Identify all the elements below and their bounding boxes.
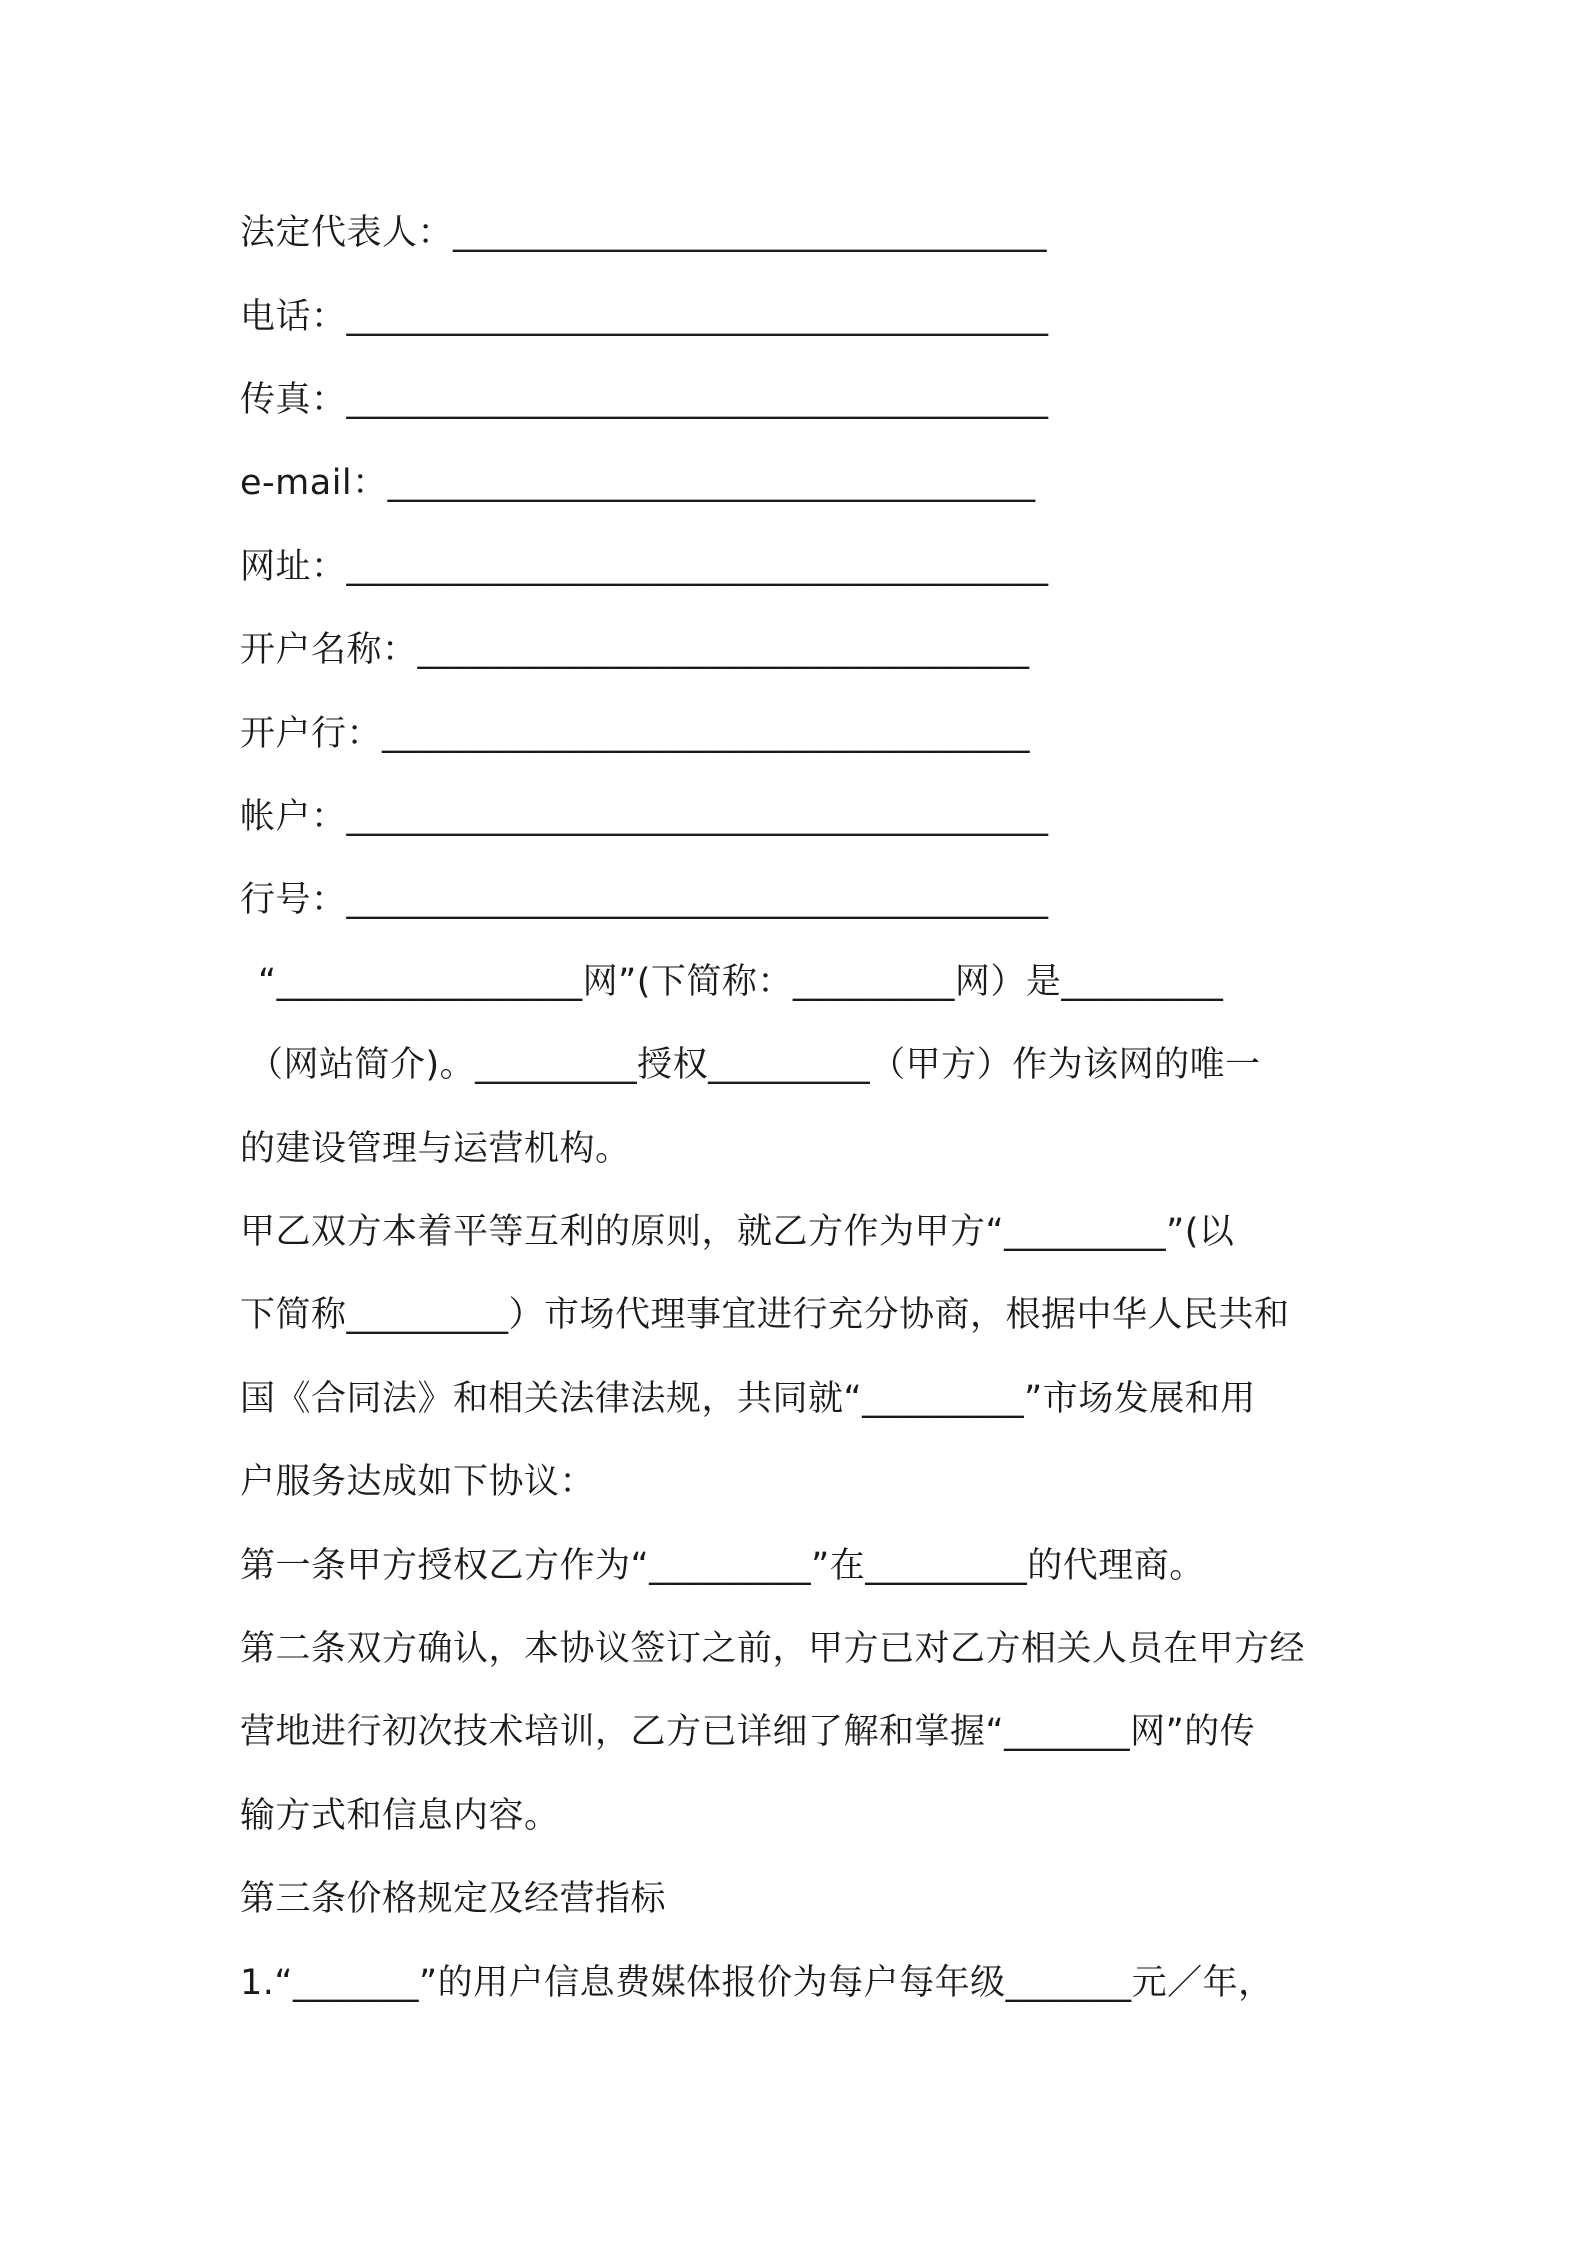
fax-field: 传真：_______________________________________ [240, 380, 1049, 420]
intro-line-2: （网站简介)。_________授权_________（甲方）作为该网的唯一 [248, 1045, 1261, 1085]
article-1-line: 第一条甲方授权乙方作为“_________”在_________的代理商。 [240, 1546, 1205, 1586]
article-3-item-1: 1.“_______”的用户信息费媒体报价为每户每年级_______元／年， [240, 1963, 1274, 2003]
paragraph-line-3: 国《合同法》和相关法律法规，共同就“_________”市场发展和用 [240, 1379, 1256, 1419]
website-field: 网址：_______________________________________ [240, 547, 1049, 587]
legal-representative-field: 法定代表人：_________________________________ [240, 213, 1048, 253]
intro-line-1: “_________________网”(下简称：_________网）是_________ [258, 962, 1224, 1002]
paragraph-line-1: 甲乙双方本着平等互利的原则，就乙方作为甲方“_________”(以 [240, 1212, 1235, 1252]
account-number-field: 帐户：_______________________________________ [240, 797, 1049, 837]
email-field: e-mail：____________________________________ [240, 463, 1036, 503]
paragraph-line-2: 下简称_________）市场代理事宜进行充分协商，根据中华人民共和 [240, 1295, 1290, 1335]
article-3-heading: 第三条价格规定及经营指标 [240, 1879, 667, 1919]
article-2-line-1: 第二条双方确认，本协议签订之前，甲方已对乙方相关人员在甲方经 [240, 1629, 1306, 1669]
paragraph-line-4: 户服务达成如下协议： [240, 1462, 596, 1502]
bank-field: 开户行：____________________________________ [240, 714, 1031, 754]
phone-field: 电话：_______________________________________ [240, 297, 1049, 337]
article-2-line-2: 营地进行初次技术培训，乙方已详细了解和掌握“_______网”的传 [240, 1712, 1256, 1752]
bank-code-field: 行号：_______________________________________ [240, 880, 1049, 920]
intro-line-3: 的建设管理与运营机构。 [240, 1129, 631, 1169]
account-name-field: 开户名称：__________________________________ [240, 630, 1030, 670]
article-2-line-3: 输方式和信息内容。 [240, 1796, 560, 1836]
